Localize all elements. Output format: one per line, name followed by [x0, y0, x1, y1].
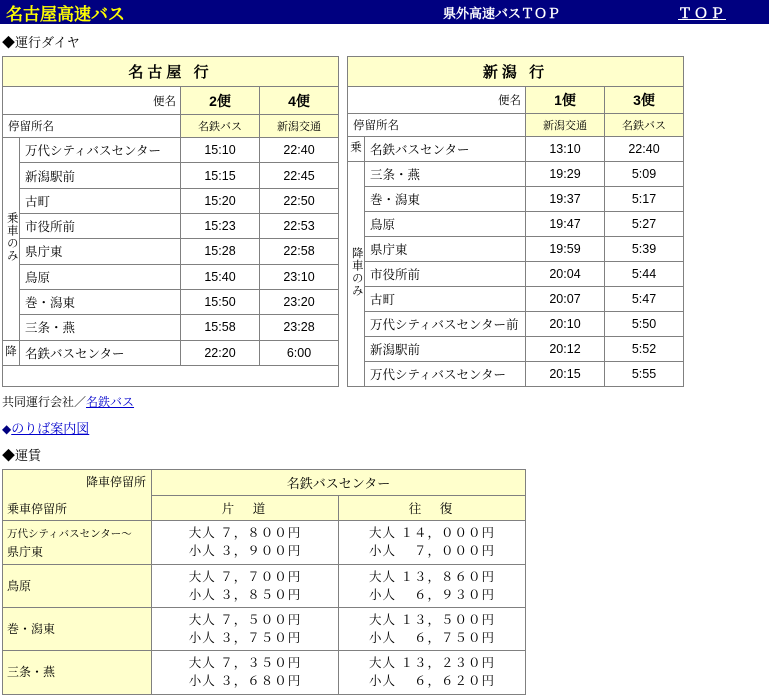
bin-label-niigata: 便名 — [348, 87, 526, 114]
fare-adult-oneway: 大人 ７，８００円 — [188, 526, 302, 541]
arrival-time: 5:44 — [605, 262, 684, 287]
arrival-time: 5:09 — [605, 162, 684, 187]
company-2-nagoya: 新潟交通 — [260, 114, 339, 137]
bin-number-1-nagoya: 2便 — [181, 87, 260, 114]
timetable-nagoya — [2, 56, 339, 387]
table-row — [3, 608, 526, 651]
fare-adult-roundtrip: 大人 １３，８６０円 — [369, 569, 495, 584]
alight-mark-nagoya: 降 — [3, 340, 20, 365]
fare-price-oneway — [152, 651, 339, 694]
fare-child-oneway: 小人 ３，６８０円 — [188, 674, 302, 689]
table-row — [3, 521, 526, 565]
company-1-nagoya: 名鉄バス — [181, 114, 260, 137]
fare-corner-cell — [3, 470, 152, 521]
fare-adult-oneway: 大人 ７，７００円 — [188, 569, 302, 584]
fare-child-oneway: 小人 ３，８５０円 — [188, 587, 302, 602]
stop-name: 県庁東 — [20, 239, 181, 264]
bin-number-2-nagoya: 4便 — [260, 87, 339, 114]
departure-time: 15:58 — [181, 315, 260, 340]
departure-time: 15:20 — [181, 188, 260, 213]
fare-price-oneway — [152, 521, 339, 565]
stop-name: 鳥原 — [20, 264, 181, 289]
stop-name: 新潟駅前 — [20, 163, 181, 188]
table-row — [3, 163, 339, 188]
stop-name: 巻・潟東 — [20, 289, 181, 314]
company-2-niigata: 名鉄バス — [605, 114, 684, 137]
fare-adult-roundtrip: 大人 １３，２３０円 — [369, 656, 495, 671]
arrival-time: 5:17 — [605, 187, 684, 212]
fare-origin-line1: 万代シティバスセンター～ — [7, 528, 132, 540]
fare-origin — [3, 608, 152, 651]
link-meitetsu-bus[interactable]: 名鉄バス — [86, 395, 135, 409]
stopname-head-niigata: 停留所名 — [348, 114, 526, 137]
arrival-time: 5:55 — [605, 362, 684, 387]
table-row — [348, 212, 684, 237]
fare-child-roundtrip: 小人 ６，６２０円 — [369, 674, 495, 689]
fare-destination: 名鉄バスセンター — [152, 470, 526, 496]
arrival-time: 5:52 — [605, 337, 684, 362]
arrival-time: 22:20 — [181, 340, 260, 365]
stop-name: 古町 — [365, 287, 526, 312]
departure-time: 22:45 — [260, 163, 339, 188]
stop-name: 市役所前 — [365, 262, 526, 287]
stop-name: 鳥原 — [365, 212, 526, 237]
table-row — [3, 87, 339, 114]
table-row — [3, 289, 339, 314]
fare-origin-line1: 三条・燕 — [7, 665, 56, 680]
departure-time: 23:10 — [260, 264, 339, 289]
departure-time: 15:10 — [181, 138, 260, 163]
fare-heading-text: ◆運賃 — [2, 448, 42, 463]
departure-time: 15:15 — [181, 163, 260, 188]
stop-name: 万代シティバスセンター — [20, 138, 181, 163]
departure-time: 22:58 — [260, 239, 339, 264]
table-row — [348, 262, 684, 287]
departure-time: 15:23 — [181, 213, 260, 238]
timetable-niigata — [347, 56, 684, 387]
arrival-time: 20:12 — [526, 337, 605, 362]
table-row — [348, 137, 684, 162]
table-row — [348, 362, 684, 387]
table-row — [3, 264, 339, 289]
fare-price-roundtrip — [339, 521, 526, 565]
fare-way-oneway: 片 道 — [152, 496, 339, 521]
departure-time: 22:53 — [260, 213, 339, 238]
fare-child-oneway: 小人 ３，９００円 — [188, 544, 302, 559]
link-top[interactable]: ＴＯＰ — [678, 5, 726, 21]
noriba-diamond-icon: ◆ — [2, 422, 12, 436]
table-row — [348, 187, 684, 212]
arrival-time: 19:47 — [526, 212, 605, 237]
stop-name: 市役所前 — [20, 213, 181, 238]
section-heading-noriba — [2, 418, 769, 437]
section-heading-timetable — [2, 32, 769, 51]
table-row — [348, 337, 684, 362]
fare-adult-roundtrip: 大人 １３，５００円 — [369, 613, 495, 627]
alight-only-mark-text: 降車のみ — [350, 246, 363, 297]
fare-table — [2, 469, 526, 695]
table-row — [348, 312, 684, 337]
fare-child-roundtrip: 小人 ６，７５０円 — [369, 631, 495, 646]
table-row — [348, 114, 684, 137]
fare-child-roundtrip: 小人 ６，９３０円 — [369, 587, 495, 602]
stop-name: 古町 — [20, 188, 181, 213]
table-row — [3, 138, 339, 163]
table-row — [348, 237, 684, 262]
fare-adult-oneway: 大人 ７，５００円 — [188, 613, 302, 627]
bin-number-2-niigata: 3便 — [605, 87, 684, 114]
arrival-time: 6:00 — [260, 340, 339, 365]
page-header-bar — [0, 0, 769, 24]
table-row — [3, 651, 526, 694]
board-only-mark-nagoya — [3, 138, 20, 341]
table-row — [3, 564, 526, 607]
stop-name: 名鉄バスセンター — [20, 340, 181, 365]
table-row — [348, 57, 684, 87]
joint-operator-note — [2, 393, 769, 410]
stop-name: 万代シティバスセンター前 — [365, 312, 526, 337]
fare-child-oneway: 小人 ３，７５０円 — [188, 631, 302, 646]
stop-name: 巻・潟東 — [365, 187, 526, 212]
arrival-time: 5:39 — [605, 237, 684, 262]
fare-price-roundtrip — [339, 564, 526, 607]
departure-time: 15:50 — [181, 289, 260, 314]
board-mark-niigata: 乗 — [348, 137, 365, 162]
board-only-mark-text: 乗車のみ — [5, 211, 18, 262]
joint-operator-note-prefix: 共同運行会社／ — [2, 395, 87, 409]
table-row — [348, 162, 684, 187]
fare-origin — [3, 651, 152, 694]
stop-name: 三条・燕 — [365, 162, 526, 187]
timetable-title-niigata: 新潟 行 — [348, 57, 684, 87]
departure-time: 23:28 — [260, 315, 339, 340]
arrival-time: 5:47 — [605, 287, 684, 312]
departure-time: 23:20 — [260, 289, 339, 314]
arrival-time: 5:50 — [605, 312, 684, 337]
table-row-spacer — [3, 366, 339, 387]
arrival-time: 19:59 — [526, 237, 605, 262]
fare-child-roundtrip: 小人 ７，０００円 — [369, 544, 495, 559]
site-title: 名古屋高速バス — [6, 4, 125, 24]
table-row — [3, 188, 339, 213]
stopname-head-nagoya: 停留所名 — [3, 114, 181, 137]
arrival-time: 5:27 — [605, 212, 684, 237]
fare-way-roundtrip: 往 復 — [339, 496, 526, 521]
arrival-time: 20:07 — [526, 287, 605, 312]
departure-time: 22:40 — [605, 137, 684, 162]
bin-number-1-niigata: 1便 — [526, 87, 605, 114]
fare-price-oneway — [152, 564, 339, 607]
alight-only-mark-niigata — [348, 162, 365, 387]
fare-origin — [3, 564, 152, 607]
fare-origin — [3, 521, 152, 565]
fare-adult-oneway: 大人 ７，３５０円 — [188, 656, 302, 671]
table-row — [3, 213, 339, 238]
arrival-time: 20:10 — [526, 312, 605, 337]
departure-time: 15:40 — [181, 264, 260, 289]
arrival-time: 19:29 — [526, 162, 605, 187]
table-row — [348, 87, 684, 114]
stop-name: 万代シティバスセンター — [365, 362, 526, 387]
table-row — [3, 57, 339, 87]
stop-name: 県庁東 — [365, 237, 526, 262]
departure-time: 15:28 — [181, 239, 260, 264]
fare-corner-alight-label: 降車停留所 — [85, 475, 146, 489]
fare-origin-line1: 巻・潟東 — [7, 622, 56, 637]
departure-time: 22:40 — [260, 138, 339, 163]
link-noriba-map[interactable]: のりば案内図 — [11, 421, 90, 436]
table-row — [3, 239, 339, 264]
spacer-cell — [3, 366, 339, 387]
departure-time: 13:10 — [526, 137, 605, 162]
timetable-title-nagoya: 名古屋 行 — [3, 57, 339, 87]
bin-label-nagoya: 便名 — [3, 87, 181, 114]
arrival-time: 20:04 — [526, 262, 605, 287]
fare-adult-roundtrip: 大人 １４，０００円 — [369, 526, 495, 541]
table-row — [348, 287, 684, 312]
fare-price-oneway — [152, 608, 339, 651]
fare-price-roundtrip — [339, 608, 526, 651]
timetables-container — [0, 56, 769, 387]
link-kengai-express-top[interactable]: 県外高速バスＴＯＰ — [443, 6, 561, 21]
timetable-heading-text: ◆運行ダイヤ — [2, 35, 80, 50]
fare-origin-line1: 鳥原 — [7, 578, 32, 593]
stop-name: 新潟駅前 — [365, 337, 526, 362]
fare-origin-line2: 県庁東 — [7, 544, 44, 559]
fare-price-roundtrip — [339, 651, 526, 694]
section-heading-fare — [2, 445, 769, 464]
table-row — [3, 315, 339, 340]
table-row — [3, 470, 526, 496]
arrival-time: 20:15 — [526, 362, 605, 387]
company-1-niigata: 新潟交通 — [526, 114, 605, 137]
fare-corner-board-label: 乗車停留所 — [7, 502, 68, 516]
stop-name: 名鉄バスセンター — [365, 137, 526, 162]
departure-time: 22:50 — [260, 188, 339, 213]
stop-name: 三条・燕 — [20, 315, 181, 340]
table-row — [3, 114, 339, 137]
arrival-time: 19:37 — [526, 187, 605, 212]
table-row — [3, 340, 339, 365]
